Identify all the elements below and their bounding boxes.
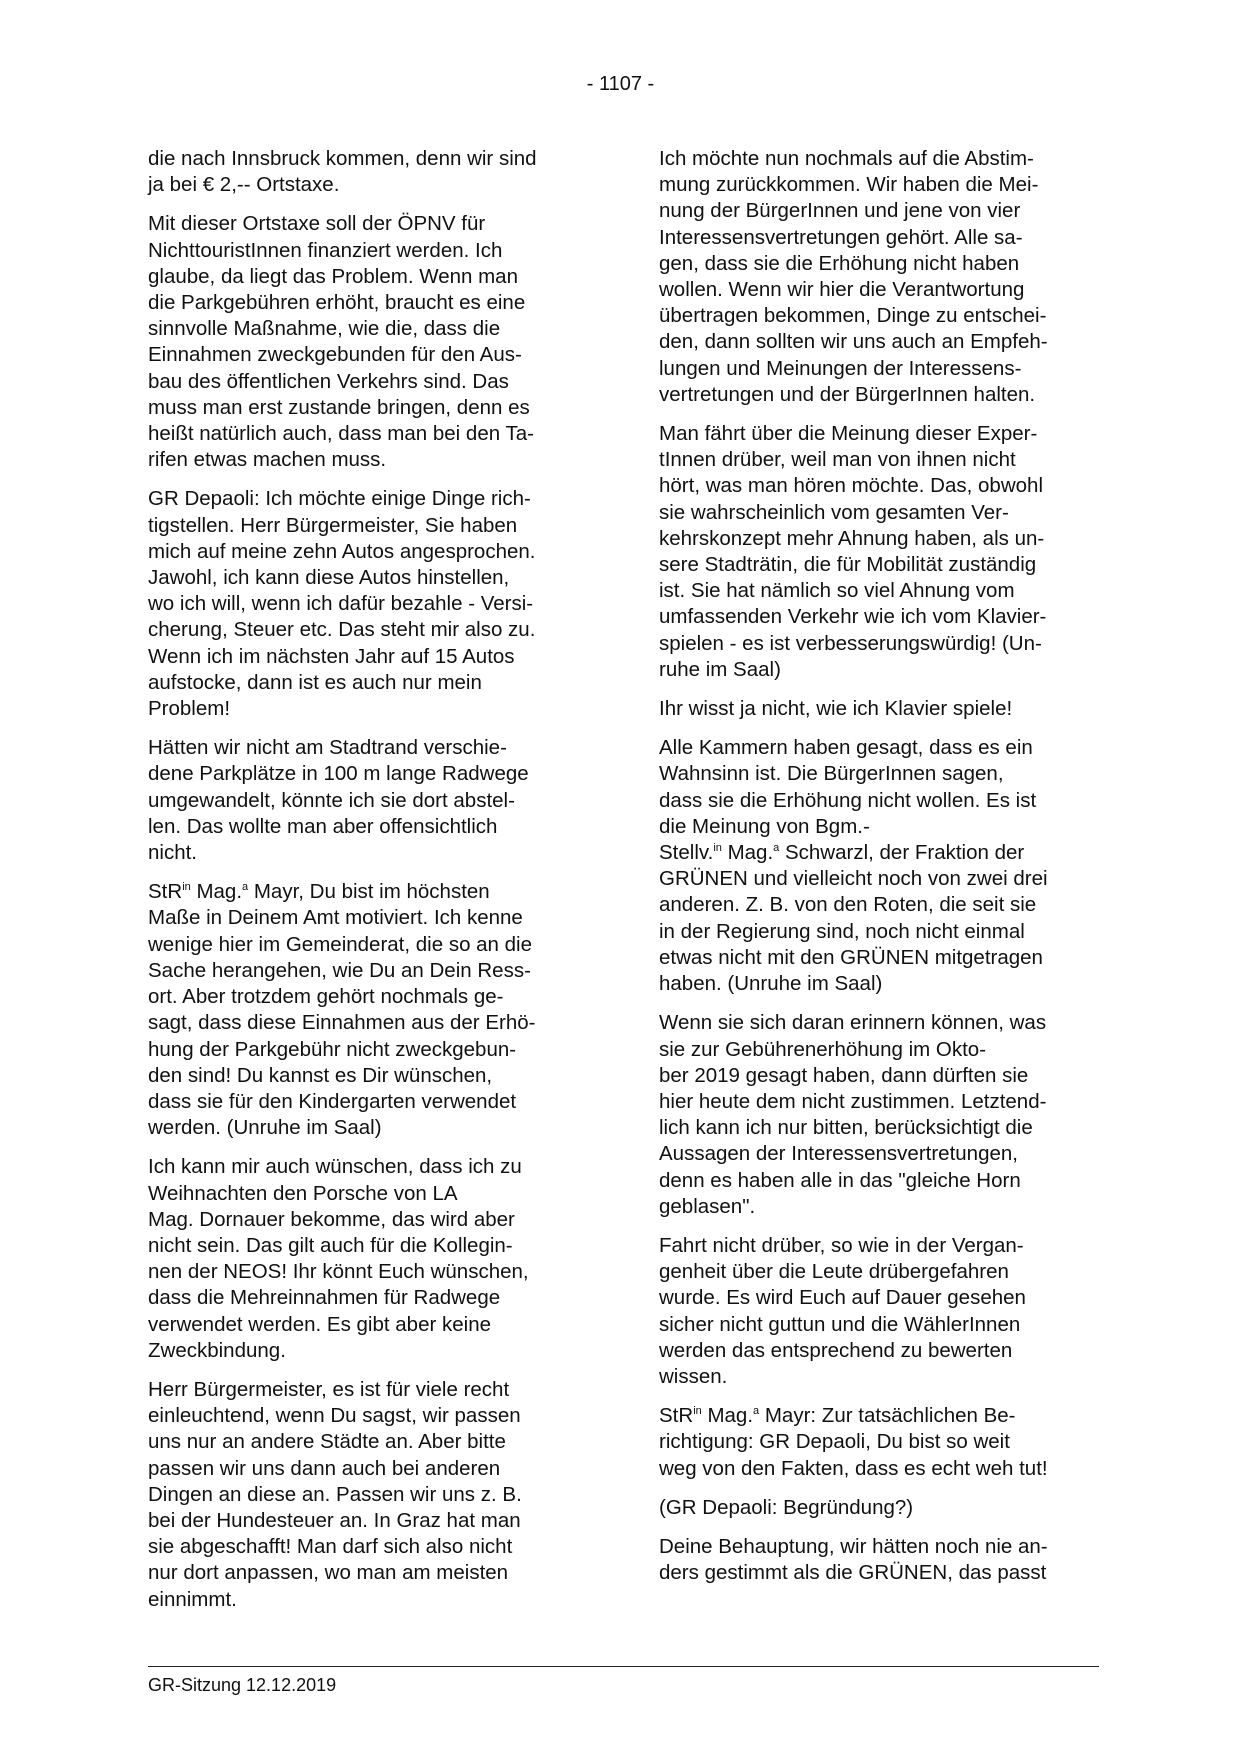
right-paragraph-1: Ich möchte nun nochmals auf die Abstim- mung zurückkommen. Wir haben die Mei- nung der BürgerInnen und jene von vier Interessensvertretungen gehört. Alle sa- gen, dass sie die Erhöhung nicht haben wollen. Wenn wir hier die Verantwortung übertragen bekommen, Dinge zu entschei- den, dann sollten wir uns auch an Empfeh- lungen und Meinungen der Interessens- vertretungen und der BürgerInnen halten. (659, 147, 1048, 406)
left-paragraph-5 (148, 879, 588, 1141)
superscript-a: a (753, 1405, 760, 1418)
right-paragraph-5: Wenn sie sich daran erinnern können, was sie zur Gebührenerhöhung im Okto- ber 2019 gesagt haben, dann dürften sie hier heute dem nicht zustimmen. Letztend- lich kann ich nur bitten, berücksichtigt die Aussagen der Interessensvertretungen, denn es haben alle in das "gleiche Horn geblasen". (659, 1011, 1047, 1218)
speaker-degree: Mag. (190, 880, 243, 904)
paragraph-text: Schwarzl, der Fraktion der GRÜNEN und vielleicht noch von zwei drei anderen. Z. B. von den Roten, die seit sie in der Regierung sind, noch nicht einmal etwas nicht mit den GRÜNEN mitgetragen haben. (Unruhe im Saal) (659, 841, 1048, 996)
paragraph-text: Mayr, Du bist im höchsten Maße in Deinem Amt motiviert. Ich kenne wenige hier im Gemeinderat, die so an die Sache herangehen, wie Du an Dein Ress- ort. Aber trotzdem gehört nochmals ge- sagt, dass diese Einnahmen aus der Erhö- hung der Parkgebühr nicht zweckgebun- den sind! Du kannst es Dir wünschen, dass sie für den Kindergarten verwendet werden. (Unruhe im Saal) (148, 880, 536, 1140)
left-paragraph-6: Ich kann mir auch wünschen, dass ich zu Weihnachten den Porsche von LA Mag. Dornauer bekomme, das wird aber nicht sein. Das gilt auch für die Kollegin- nen der NEOS! Ihr könnt Euch wünschen, dass die Mehreinnahmen für Radwege verwendet werden. Es gibt aber keine Zweckbindung. (148, 1155, 529, 1362)
paragraph-text: Alle Kammern haben gesagt, dass es ein Wahnsinn ist. Die BürgerInnen sagen, dass sie die Erhöhung nicht wollen. Es ist die Meinung von Bgm.- Stellv. (659, 736, 1037, 865)
superscript-in: in (182, 881, 191, 894)
speaker-degree: Mag. (701, 1404, 754, 1428)
superscript-in: in (693, 1405, 702, 1418)
superscript-in: in (713, 842, 722, 855)
speaker-degree: Mag. (721, 841, 774, 865)
right-paragraph-4 (659, 735, 1099, 997)
right-paragraph-3: Ihr wisst ja nicht, wie ich Klavier spiele! (659, 697, 1013, 721)
paragraph-text: Mayr: Zur tatsächlichen Be- richtigung: GR Depaoli, Du bist so weit weg von den Fakten, dass es echt weh tut! (659, 1404, 1048, 1480)
left-paragraph-2: Mit dieser Ortstaxe soll der ÖPNV für NichttouristInnen finanziert werden. Ich glaube, da liegt das Problem. Wenn man die Parkgebühren erhöht, braucht es eine sinnvolle Maßnahme, wie die, dass die Einnahmen zweckgebunden für den Aus- bau des öffentlichen Verkehrs sind. Das muss man erst zustande bringen, denn es heißt natürlich auch, dass man bei den Ta- rifen etwas machen muss. (148, 212, 534, 472)
left-paragraph-7: Herr Bürgermeister, es ist für viele recht einleuchtend, wenn Du sagst, wir passen uns nur an andere Städte an. Aber bitte passen wir uns dann auch bei anderen Dingen an diese an. Passen wir uns z. B. bei der Hundesteuer an. In Graz hat man sie abgeschafft! Man darf sich also nicht nur dort anpassen, wo man am meisten einnimmt. (148, 1377, 522, 1611)
right-paragraph-6: Fahrt nicht drüber, so wie in der Vergan- genheit über die Leute drübergefahren wurde. Es wird Euch auf Dauer gesehen sicher nicht guttun und die WählerInnen werden das entsprechend zu bewerten wissen. (659, 1233, 1026, 1388)
superscript-a: a (773, 842, 780, 855)
footer-divider (148, 1666, 1099, 1667)
page-number: - 1107 - (586, 73, 655, 95)
speaker-title: StR (148, 880, 183, 904)
left-column (148, 146, 588, 1626)
right-paragraph-2: Man fährt über die Meinung dieser Exper- tInnen drüber, weil man von ihnen nicht hört, was man hören möchte. Das, obwohl sie wahrscheinlich vom gesamten Ver- kehrskonzept mehr Ahnung haben, als un- sere Stadträtin, die für Mobilität zuständig ist. Sie hat nämlich so viel Ahnung vom umfassenden Verkehr wie ich vom Klavier- spielen - es ist verbesserungswürdig! (Un- ruhe im Saal) (659, 422, 1047, 681)
right-paragraph-9: Deine Behauptung, wir hätten noch nie an- ders gestimmt als die GRÜNEN, das passt (659, 1534, 1048, 1585)
left-paragraph-3: GR Depaoli: Ich möchte einige Dinge rich- tigstellen. Herr Bürgermeister, Sie haben mich auf meine zehn Autos angesprochen. Jawohl, ich kann diese Autos hinstellen, wo ich will, wenn ich dafür bezahle - Versi- cherung, Steuer etc. Das steht mir also zu. Wenn ich im nächsten Jahr auf 15 Autos aufstocke, dann ist es auch nur mein Problem! (148, 487, 536, 721)
speaker-title: StR (659, 1404, 694, 1428)
superscript-a: a (242, 881, 249, 894)
right-paragraph-8: (GR Depaoli: Begründung?) (659, 1495, 914, 1519)
footer-session-date: GR-Sitzung 12.12.2019 (148, 1675, 337, 1695)
right-column (659, 146, 1099, 1599)
right-paragraph-7 (659, 1403, 1099, 1482)
left-paragraph-1: die nach Innsbruck kommen, denn wir sind ja bei € 2,-- Ortstaxe. (148, 147, 537, 197)
left-paragraph-4: Hätten wir nicht am Stadtrand verschie- dene Parkplätze in 100 m lange Radwege umgewandelt, könnte ich sie dort abstel- len. Das wollte man aber offensichtlich nicht. (148, 736, 529, 865)
